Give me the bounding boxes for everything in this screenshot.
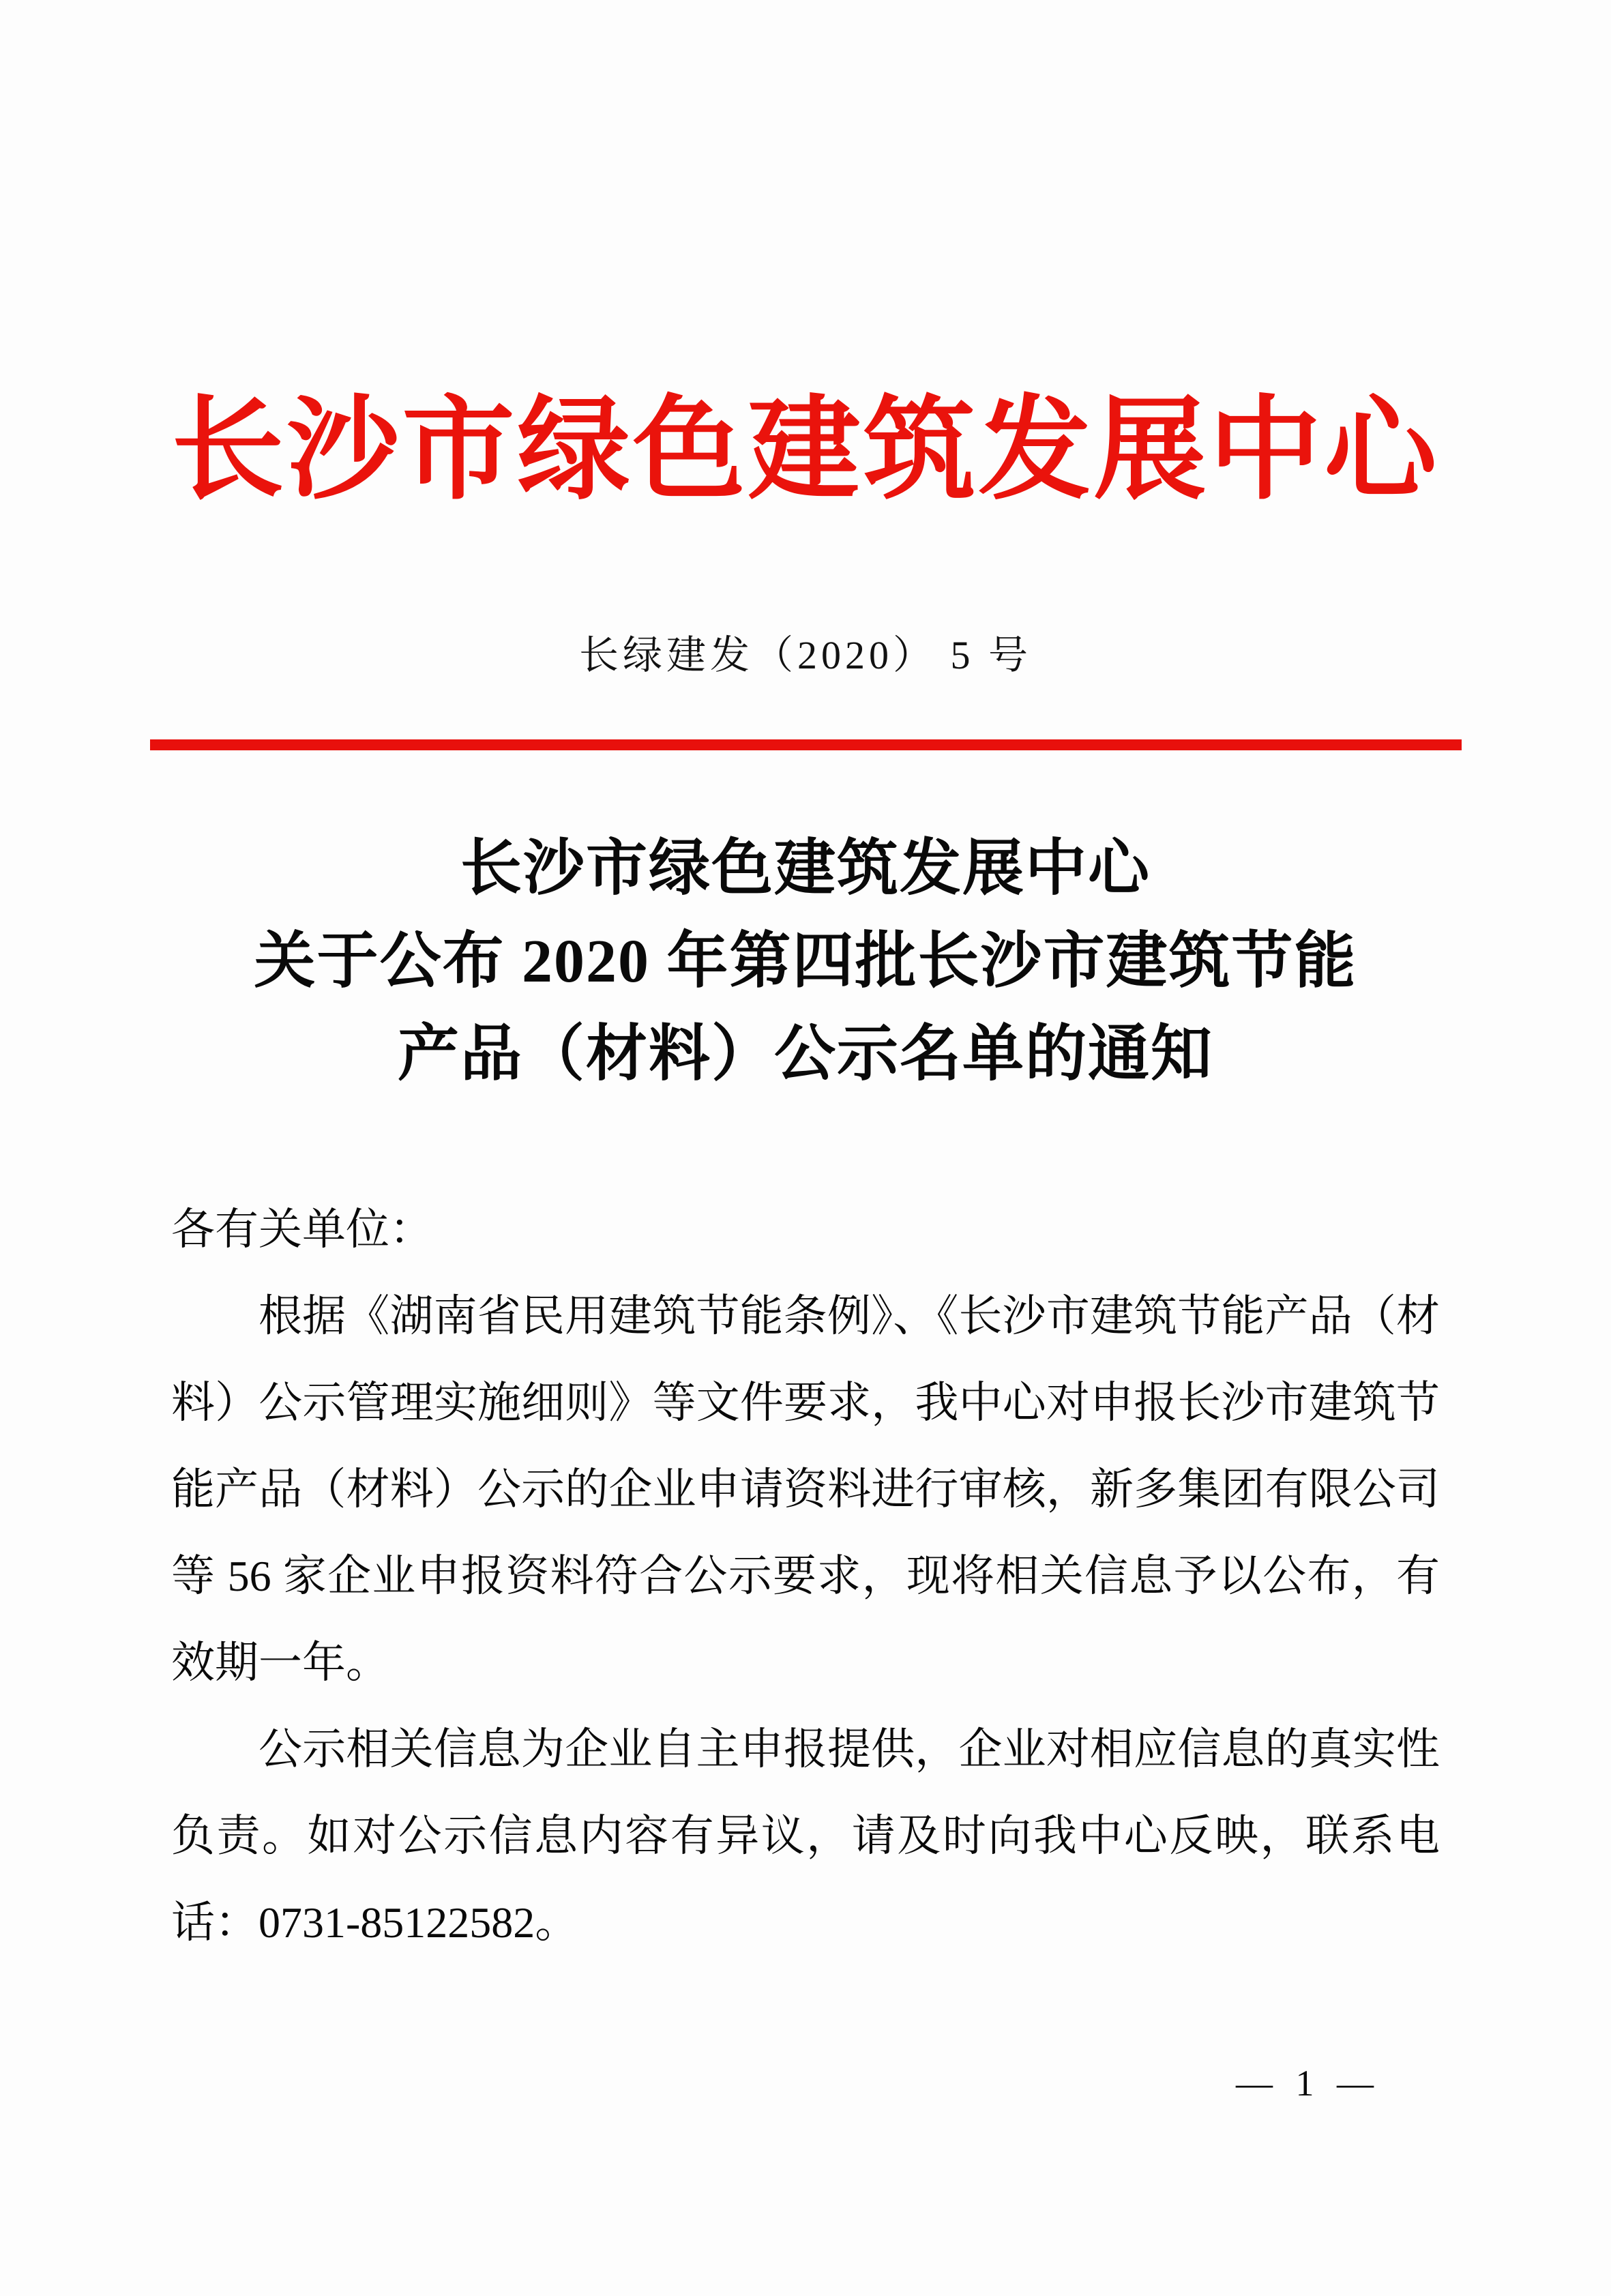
doc-number: 长绿建发（2020） 5 号 [578, 633, 1032, 677]
page-number: — 1 — [1236, 2063, 1380, 2104]
notice-title-line-3: 产品（材料）公示名单的通知 [398, 1020, 1213, 1088]
document-body [171, 1186, 1440, 1966]
paragraph-1: 根据《湖南省民用建筑节能条例》、《长沙市建筑节能产品（材料）公示管理实施细则》等文件要求，我中心对申报长沙市建筑节能产品（材料）公示的企业申请资料进行审核，新多集团有限公司等 56 家企业申报资料符合公示要求，现将相关信息予以公布，有效期一年。 [171, 1291, 1440, 1687]
notice-title-line-2: 关于公布 2020 年第四批长沙市建筑节能 [254, 927, 1357, 995]
notice-title-line-1: 长沙市绿色建筑发展中心 [460, 834, 1151, 902]
salutation: 各有关单位： [171, 1205, 433, 1254]
agency-header-title: 长沙市绿色建筑发展中心 [171, 388, 1440, 513]
notice-title [0, 823, 1611, 1101]
paragraph-2: 公示相关信息为企业自主申报提供，企业对相应信息的真实性负责。如对公示信息内容有异议，请及时向我中心反映，联系电话：0731-85122582。 [171, 1724, 1440, 1947]
red-divider-line [150, 739, 1462, 750]
